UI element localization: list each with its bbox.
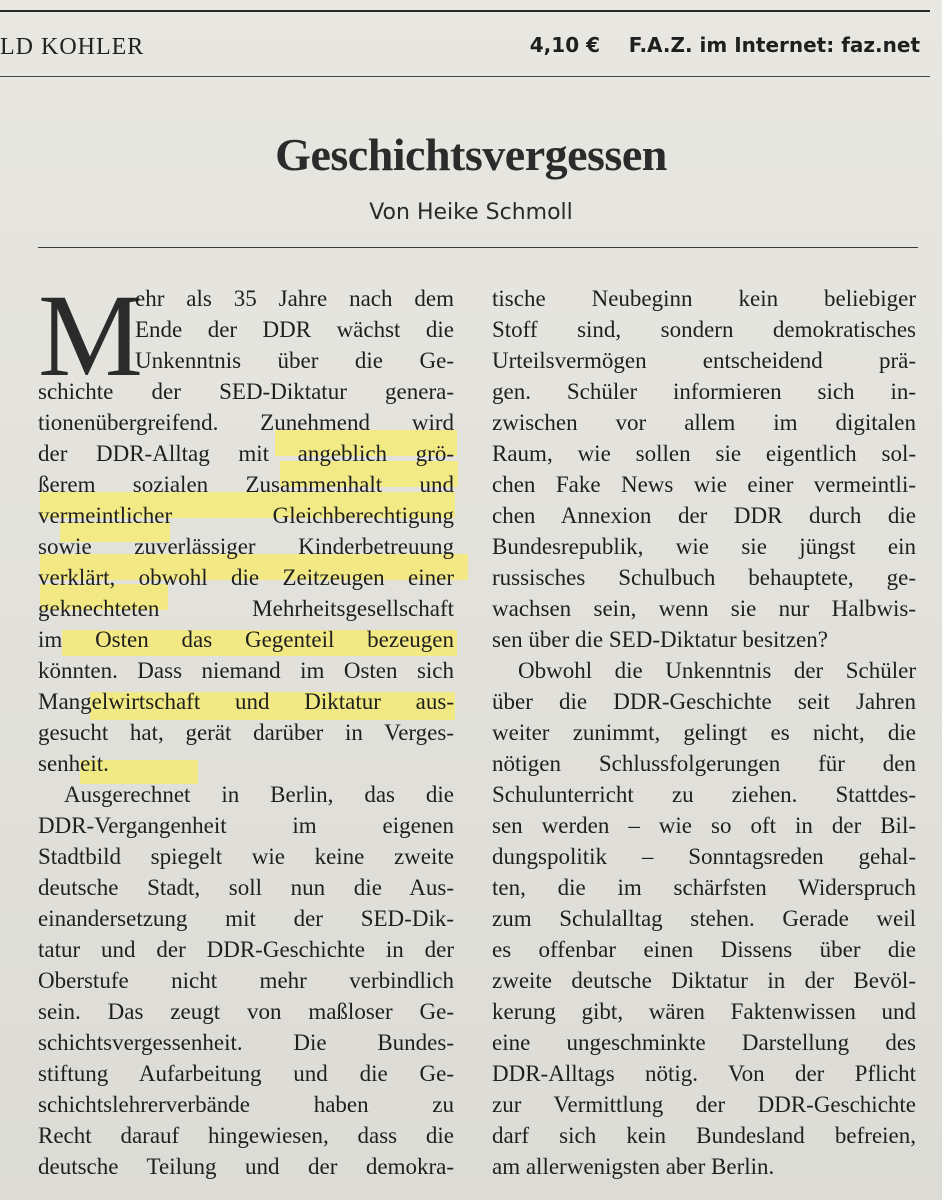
masthead-left-text: LD KOHLER — [0, 34, 145, 60]
article-line: sein. Das zeugt von maßloser Ge- — [38, 999, 454, 1024]
article-column-right — [492, 283, 916, 1182]
article-line: Schulunterricht zu ziehen. Stattdes- — [492, 782, 916, 807]
article-line: tionenübergreifend. Zunehmend wird — [38, 410, 454, 435]
article-line: chen Annexion der DDR durch die — [492, 503, 916, 528]
article-line: DDR-Alltags nötig. Von der Pflicht — [492, 1061, 916, 1086]
article-line: zwischen vor allem im digitalen — [492, 410, 916, 435]
article-line: schichtslehrerverbände haben zu — [38, 1092, 454, 1117]
headline-rule — [38, 247, 918, 248]
article-line: schichte der SED-Diktatur genera- — [38, 379, 454, 404]
article-line: Stoff sind, sondern demokratisches — [492, 317, 916, 342]
article-line: deutsche Teilung und der demokra- — [38, 1154, 454, 1179]
article-line: ten, die im schärfsten Widerspruch — [492, 875, 916, 900]
article-line: gen. Schüler informieren sich in- — [492, 379, 916, 404]
article-line: Raum, wie sollen sie eigentlich sol- — [492, 441, 916, 466]
article-line: ehr als 35 Jahre nach dem — [135, 286, 454, 311]
article-line: Mangelwirtschaft und Diktatur aus- — [38, 689, 454, 714]
masthead-rule — [0, 76, 930, 77]
article-line: weiter zunimmt, gelingt es nicht, die — [492, 720, 916, 745]
article-line: nötigen Schlussfolgerungen für den — [492, 751, 916, 776]
article-line: vermeintlicher Gleichberechtigung — [38, 503, 454, 528]
article-line: der DDR-Alltag mit angeblich grö- — [38, 441, 454, 466]
article-line: tische Neubeginn kein beliebiger — [492, 286, 916, 311]
article-column-left — [38, 270, 454, 1182]
article-line: gesucht hat, gerät darüber in Verges- — [38, 720, 454, 745]
article-line: dungspolitik – Sonntagsreden gehal- — [492, 844, 916, 869]
article-line: Bundesrepublik, wie sie jüngst ein — [492, 534, 916, 559]
masthead-website: F.A.Z. im Internet: faz.net — [628, 33, 920, 57]
article-line: Oberstufe nicht mehr verbindlich — [38, 968, 454, 993]
article-line: kerung gibt, wären Faktenwissen und — [492, 999, 916, 1024]
article-line: Urteilsvermögen entscheidend prä- — [492, 348, 916, 373]
article-line: stiftung Aufarbeitung und die Ge- — [38, 1061, 454, 1086]
article-line: Stadtbild spiegelt wie keine zweite — [38, 844, 454, 869]
article-line: ßerem sozialen Zusammenhalt und — [38, 472, 454, 497]
article-line: sowie zuverlässiger Kinderbetreuung — [38, 534, 454, 559]
article-line: senheit. — [38, 751, 109, 776]
article-line: zum Schulalltag stehen. Gerade weil — [492, 906, 916, 931]
article-line: sen über die SED-Diktatur besitzen? — [492, 627, 828, 652]
article-line: sen werden – wie so oft in der Bil- — [492, 813, 916, 838]
article-line: Ende der DDR wächst die — [135, 317, 454, 342]
article-line: einandersetzung mit der SED-Dik- — [38, 906, 454, 931]
article-line: über die DDR-Geschichte seit Jahren — [492, 689, 916, 714]
article-line: Ausgerechnet in Berlin, das die — [64, 782, 454, 807]
article-byline: Von Heike Schmoll — [369, 200, 573, 225]
masthead-price: 4,10 € — [529, 33, 600, 57]
article-line: chen Fake News wie einer vermeintli- — [492, 472, 916, 497]
article-line: Recht darauf hingewiesen, dass die — [38, 1123, 454, 1148]
article-line: russisches Schulbuch behauptete, ge- — [492, 565, 916, 590]
article-line: schichtsvergessenheit. Die Bundes- — [38, 1030, 454, 1055]
top-rule — [0, 10, 930, 12]
article-line: eine ungeschminkte Darstellung des — [492, 1030, 916, 1055]
article-line: es offenbar einen Dissens über die — [492, 937, 916, 962]
article-line: darf sich kein Bundesland befreien, — [492, 1123, 916, 1148]
article-line: deutsche Stadt, soll nun die Aus- — [38, 875, 454, 900]
article-line: am allerwenigsten aber Berlin. — [492, 1154, 775, 1179]
article-line: DDR-Vergangenheit im eigenen — [38, 813, 454, 838]
article-headline: Geschichtsvergessen — [275, 129, 667, 180]
article-line: im Osten das Gegenteil bezeugen — [38, 627, 454, 652]
article-line: Obwohl die Unkenntnis der Schüler — [518, 658, 916, 683]
article-line: zur Vermittlung der DDR-Geschichte — [492, 1092, 916, 1117]
article-line: zweite deutsche Diktatur in der Bevöl- — [492, 968, 916, 993]
article-line: wachsen sein, wenn sie nur Halbwis- — [492, 596, 916, 621]
masthead — [0, 30, 930, 70]
article-line: könnten. Dass niemand im Osten sich — [38, 658, 454, 683]
article-line: verklärt, obwohl die Zeitzeugen einer — [38, 565, 454, 590]
article-line: tatur und der DDR-Geschichte in der — [38, 937, 454, 962]
article-line: geknechteten Mehrheitsgesellschaft — [38, 596, 454, 621]
article-line: Unkenntnis über die Ge- — [135, 348, 454, 373]
drop-cap: M — [38, 270, 143, 401]
